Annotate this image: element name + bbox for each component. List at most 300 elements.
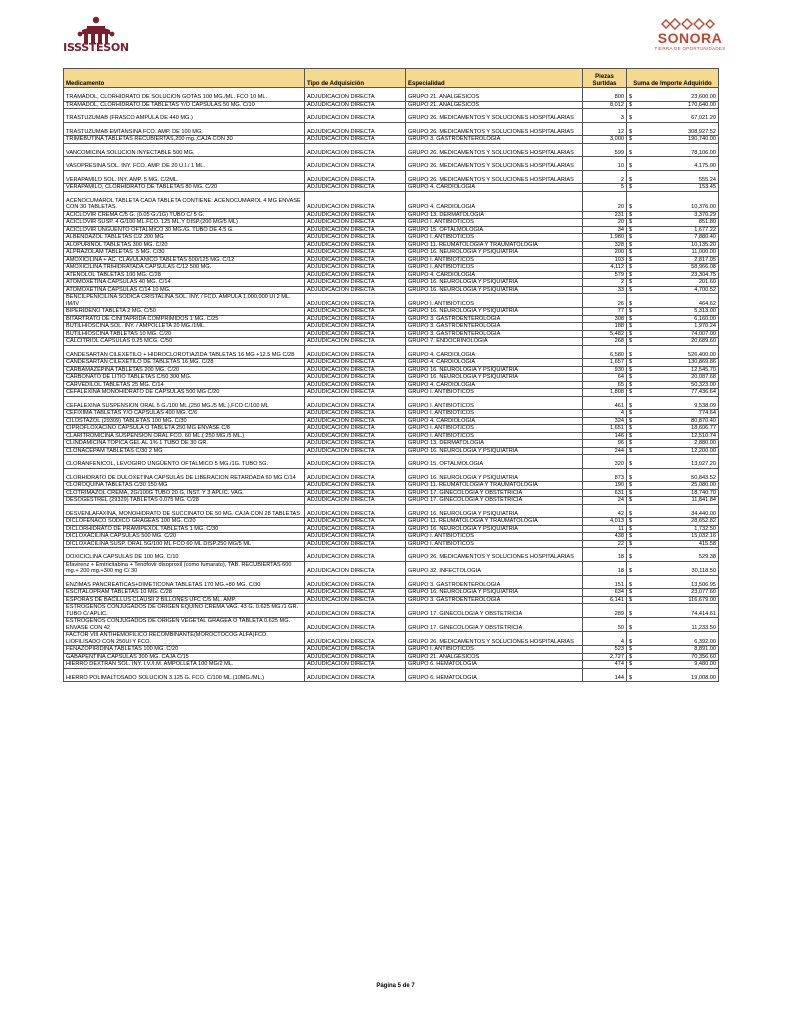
currency-symbol: $ <box>629 115 633 121</box>
tipo-adquisicion-cell: ADJUDICACION DIRECTA <box>305 518 406 526</box>
importe-cell <box>627 504 719 518</box>
currency-symbol: $ <box>629 94 633 100</box>
table-row <box>64 661 719 669</box>
importe-value: 80,870.40 <box>691 417 716 424</box>
importe-value: 12,200.00 <box>691 447 716 454</box>
column-header-suma-importe: Suma de Importe Adquirido <box>627 69 719 88</box>
importe-cell <box>627 308 719 316</box>
table-row <box>64 447 719 455</box>
especialidad-cell: GRUPO 21. ANALGÉSICOS <box>406 101 583 109</box>
table-row <box>64 366 719 374</box>
table-row <box>64 468 719 482</box>
especialidad-cell: GRUPO 26. MEDICAMENTOS Y SOLUCIONES HOSPITALARIAS <box>406 157 583 171</box>
tipo-adquisicion-cell: ADJUDICACION DIRECTA <box>305 264 406 272</box>
table-row <box>64 157 719 171</box>
piezas-cell: 6,580 <box>583 345 627 359</box>
importe-cell <box>627 589 719 597</box>
currency-symbol: $ <box>629 489 633 496</box>
importe-value: 1,732.50 <box>694 525 716 532</box>
tipo-adquisicion-cell: ADJUDICACION DIRECTA <box>305 184 406 192</box>
piezas-cell: 2 <box>583 170 627 184</box>
medicamento-cell: ACICLOVIR SUSP. 4 G/100 ML.FCO. 125 ML.Y DISP.(200 MG/5 ML) <box>64 219 305 227</box>
table-row <box>64 540 719 548</box>
medicamento-cell: CILOSTAZOL (29309) TABLETAS 100 MG. C/30 <box>64 417 305 425</box>
medicamento-cell: CEFIXIMA TABLETAS Y/O CAPSULAS 400 MG. C/6 <box>64 410 305 418</box>
currency-symbol: $ <box>629 351 633 358</box>
tipo-adquisicion-cell: ADJUDICACION DIRECTA <box>305 294 406 308</box>
table-row <box>64 432 719 440</box>
currency-symbol: $ <box>629 674 633 681</box>
importe-cell <box>627 381 719 389</box>
currency-symbol: $ <box>629 264 633 270</box>
medicamento-cell: ACICLOVIR CREMA C/5 G. (0.05 G./1G) TUBO C/ 5 G. <box>64 211 305 219</box>
piezas-cell: 438 <box>583 533 627 541</box>
medicamento-cell: DICLOXACILINA SUSP. ORAL 5G/100 ML FCO 60 ML DISP.250 MG/5 ML <box>64 540 305 548</box>
especialidad-cell: GRUPO 26. MEDICAMENTOS Y SOLUCIONES HOSPITALARIAS <box>406 143 583 157</box>
currency-symbol: $ <box>629 447 633 454</box>
table-row <box>64 425 719 433</box>
importe-cell <box>627 632 719 646</box>
especialidad-cell: GRUPO I. ANTIBIOTICOS <box>406 389 583 397</box>
especialidad-cell: GRUPO 15. OFTALMOLOGIA <box>406 226 583 234</box>
importe-value: 13,027.20 <box>691 461 716 467</box>
tipo-adquisicion-cell: ADJUDICACION DIRECTA <box>305 440 406 448</box>
especialidad-cell: GRUPO 16. NEUROLOGIA Y PSIQUIATRIA <box>406 525 583 533</box>
especialidad-cell: GRUPO I. ANTIBIOTICOS <box>406 646 583 654</box>
medicamento-cell: CARVEDILOL TABLETAS 25 MG. C/14 <box>64 381 305 389</box>
table-row <box>64 286 719 294</box>
currency-symbol: $ <box>629 638 633 645</box>
piezas-cell: 3,000 <box>583 136 627 144</box>
importe-cell <box>627 241 719 249</box>
importe-value: 774.64 <box>698 410 716 416</box>
importe-value: 34,440.00 <box>691 510 716 517</box>
importe-cell <box>627 540 719 548</box>
piezas-cell: 231 <box>583 211 627 219</box>
currency-symbol: $ <box>629 176 633 183</box>
tipo-adquisicion-cell: ADJUDICACION DIRECTA <box>305 653 406 661</box>
importe-value: 170,640.00 <box>688 101 716 108</box>
importe-value: 78,106.00 <box>691 149 716 156</box>
importe-value: 8,891.00 <box>694 646 716 652</box>
importe-cell <box>627 170 719 184</box>
importe-value: 11,000.00 <box>691 249 716 255</box>
table-row <box>64 191 719 211</box>
especialidad-cell: GRUPO 32. INFECTOLOGIA <box>406 561 583 575</box>
currency-symbol: $ <box>629 381 633 388</box>
medicamento-cell: DOXICICLINA CAPSULAS DE 100 MG. C/10 <box>64 548 305 562</box>
currency-symbol: $ <box>629 219 633 225</box>
tipo-adquisicion-cell: ADJUDICACION DIRECTA <box>305 241 406 249</box>
piezas-cell: 4 <box>583 632 627 646</box>
currency-symbol: $ <box>629 474 633 481</box>
currency-symbol: $ <box>629 410 633 416</box>
table-row <box>64 518 719 526</box>
importe-value: 70,356.60 <box>691 653 716 660</box>
importe-value: 23,077.60 <box>691 589 716 595</box>
table-row <box>64 241 719 249</box>
table-row <box>64 374 719 382</box>
importe-value: 77,436.64 <box>691 389 716 395</box>
table-row <box>64 234 719 242</box>
currency-symbol: $ <box>629 136 633 142</box>
tipo-adquisicion-cell: ADJUDICACION DIRECTA <box>305 234 406 242</box>
especialidad-cell: GRUPO 16. NEUROLOGIA Y PSIQUIATRIA <box>406 504 583 518</box>
piezas-cell: 103 <box>583 256 627 264</box>
piezas-cell: 579 <box>583 271 627 279</box>
table-row <box>64 489 719 497</box>
piezas-cell: 320 <box>583 455 627 469</box>
especialidad-cell: GRUPO 4. CARDIOLOGIA <box>406 345 583 359</box>
tipo-adquisicion-cell: ADJUDICACION DIRECTA <box>305 249 406 257</box>
importe-cell <box>627 575 719 589</box>
importe-value: 18,606.77 <box>691 425 716 431</box>
especialidad-cell: GRUPO 26. MEDICAMENTOS Y SOLUCIONES HOSPITALARIAS <box>406 170 583 184</box>
medicamento-cell: GABAPENTINA CAPSULAS 300 MG. CAJA C/15 <box>64 653 305 661</box>
medicamento-cell: Efavirenz + Emtricitabina + Tenofovir disoproxil (como fumarato), TAB. RECUBIERTAS 600 mg.+ 200 mg.+300 mg C/ 30 <box>64 561 305 575</box>
especialidad-cell: GRUPO 17. GINECOLOGIA Y OBSTETRICIA <box>406 604 583 618</box>
importe-cell <box>627 468 719 482</box>
medicamento-cell: BUTILHIOSCINA TABLETAS 10 MG. C/20 <box>64 330 305 338</box>
importe-value: 50,843.52 <box>691 474 716 481</box>
importe-cell <box>627 264 719 272</box>
currency-symbol: $ <box>629 241 633 248</box>
importe-value: 10,376.00 <box>691 204 716 210</box>
piezas-cell: 200 <box>583 249 627 257</box>
medicamento-cell: BUTILHIOSCINA SOL. INY. / AMPOLLETA 20 MG./1ML. <box>64 323 305 331</box>
medicamento-cell: CALCITRIOL CAPSULAS 0.25 MCG. C/50 <box>64 338 305 346</box>
table-row <box>64 482 719 490</box>
medicamento-cell: DESVENLAFAXINA, MONOHIDRATO DE SUCCINATO DE 50 MG. CAJA CON 28 TABLETAS <box>64 504 305 518</box>
tipo-adquisicion-cell: ADJUDICACION DIRECTA <box>305 618 406 632</box>
table-row <box>64 504 719 518</box>
piezas-cell: 77 <box>583 308 627 316</box>
table-row <box>64 323 719 331</box>
table-row <box>64 381 719 389</box>
especialidad-cell: GRUPO I. ANTIBIOTICOS <box>406 234 583 242</box>
tipo-adquisicion-cell: ADJUDICACION DIRECTA <box>305 389 406 397</box>
importe-value: 116,679.00 <box>688 596 716 603</box>
currency-symbol: $ <box>629 256 633 263</box>
importe-value: 3,370.29 <box>694 211 716 218</box>
piezas-cell: 289 <box>583 604 627 618</box>
piezas-cell: 244 <box>583 447 627 455</box>
table-row <box>64 226 719 234</box>
medicamento-cell: ESCITALOPRAM TABLETAS 10 MG. C/28 <box>64 589 305 597</box>
currency-symbol: $ <box>629 338 633 344</box>
especialidad-cell: GRUPO 16. NEUROLOGIA Y PSIQUIATRIA <box>406 286 583 294</box>
especialidad-cell: GRUPO I. ANTIBIOTICOS <box>406 410 583 418</box>
tipo-adquisicion-cell: ADJUDICACION DIRECTA <box>305 136 406 144</box>
medicamento-cell: ENZIMAS PANCREATICAS+DIMETICONA TABLETAS 170 MG.+80 MG. C/30 <box>64 575 305 589</box>
currency-symbol: $ <box>629 581 633 588</box>
importe-value: 6,160.00 <box>694 315 716 322</box>
tipo-adquisicion-cell: ADJUDICACION DIRECTA <box>305 482 406 490</box>
table-row <box>64 170 719 184</box>
piezas-cell: 26 <box>583 294 627 308</box>
column-header-tipo-adquisicion: Tipo de Adquisición <box>305 69 406 88</box>
table-row <box>64 249 719 257</box>
currency-symbol: $ <box>629 374 633 380</box>
importe-value: 67,021.20 <box>691 115 716 121</box>
especialidad-cell: GRUPO 4. CARDIOLOGIA <box>406 184 583 192</box>
especialidad-cell: GRUPO 4. CARDIOLOGIA <box>406 359 583 367</box>
currency-symbol: $ <box>629 518 633 524</box>
importe-cell <box>627 497 719 505</box>
table-row <box>64 122 719 136</box>
table-row <box>64 184 719 192</box>
medicamento-cell: ATOMOXETINA CAPSULAS 40 MG. C/14 <box>64 279 305 287</box>
table-row <box>64 136 719 144</box>
medicamento-cell: FENAZOPIRIDINA TABLETAS 100 MG. C/20 <box>64 646 305 654</box>
importe-value: 529.38 <box>698 554 716 560</box>
currency-symbol: $ <box>629 482 633 488</box>
importe-value: 50,323.00 <box>691 381 716 388</box>
currency-symbol: $ <box>629 610 633 617</box>
tipo-adquisicion-cell: ADJUDICACION DIRECTA <box>305 589 406 597</box>
piezas-cell: 34 <box>583 226 627 234</box>
table-row <box>64 294 719 308</box>
importe-value: 415.58 <box>698 540 716 547</box>
tipo-adquisicion-cell: ADJUDICACION DIRECTA <box>305 489 406 497</box>
tipo-adquisicion-cell: ADJUDICACION DIRECTA <box>305 157 406 171</box>
importe-cell <box>627 294 719 308</box>
importe-value: 58,966.08 <box>691 264 716 270</box>
tipo-adquisicion-cell: ADJUDICACION DIRECTA <box>305 286 406 294</box>
importe-value: 12,510.74 <box>691 432 716 439</box>
piezas-cell: 6,141 <box>583 596 627 604</box>
importe-cell <box>627 191 719 211</box>
tipo-adquisicion-cell: ADJUDICACION DIRECTA <box>305 338 406 346</box>
tipo-adquisicion-cell: ADJUDICACION DIRECTA <box>305 323 406 331</box>
importe-cell <box>627 596 719 604</box>
especialidad-cell: GRUPO 15. OFTALMOLOGIA <box>406 455 583 469</box>
table-row <box>64 497 719 505</box>
medicamento-cell: CANDESARTAN CILEXETILO + HIDROCLOROTIAZIDA TABLETAS 16 MG +12.5 MG C/28 <box>64 345 305 359</box>
tipo-adquisicion-cell: ADJUDICACION DIRECTA <box>305 410 406 418</box>
medicamento-cell: ESPORAS DE BACILLUS CLAUSII 2 BILLONES UFC C/5 ML. AMP. <box>64 596 305 604</box>
importe-cell <box>627 359 719 367</box>
importe-cell <box>627 618 719 632</box>
tipo-adquisicion-cell: ADJUDICACION DIRECTA <box>305 143 406 157</box>
importe-cell <box>627 157 719 171</box>
table-header-row <box>64 69 719 88</box>
sonora-logo-text: SONORA <box>657 30 723 46</box>
importe-cell <box>627 432 719 440</box>
especialidad-cell: GRUPO 11. REUMATOLOGIA Y TRAUMATOLOGIA <box>406 482 583 490</box>
currency-symbol: $ <box>629 568 633 574</box>
table-row <box>64 256 719 264</box>
table-row <box>64 410 719 418</box>
table-row <box>64 575 719 589</box>
table-row <box>64 646 719 654</box>
importe-value: 15,032.16 <box>691 533 716 539</box>
piezas-cell: 33 <box>583 286 627 294</box>
tipo-adquisicion-cell: ADJUDICACION DIRECTA <box>305 504 406 518</box>
tipo-adquisicion-cell: ADJUDICACION DIRECTA <box>305 661 406 669</box>
medicamento-cell: CANDESARTAN CILEXETILO DE TABLETAS 16 MG. C/28 <box>64 359 305 367</box>
importe-value: 74,414.61 <box>691 610 716 617</box>
tipo-adquisicion-cell: ADJUDICACION DIRECTA <box>305 575 406 589</box>
table-row <box>64 533 719 541</box>
table-row <box>64 315 719 323</box>
table-row <box>64 589 719 597</box>
especialidad-cell: GRUPO 3. GASTROENTEROLOGIA <box>406 136 583 144</box>
importe-cell <box>627 425 719 433</box>
especialidad-cell: GRUPO 17. GINECOLOGIA Y OBSTETRICIA <box>406 497 583 505</box>
table-row <box>64 109 719 123</box>
medicamento-cell: CLINDAMICINA TOPICA GEL AL 1% 1 TUBO DE 30 GR. <box>64 440 305 448</box>
especialidad-cell: GRUPO I. ANTIBIOTICOS <box>406 540 583 548</box>
currency-symbol: $ <box>629 128 633 135</box>
tipo-adquisicion-cell: ADJUDICACION DIRECTA <box>305 315 406 323</box>
table-row <box>64 618 719 632</box>
table-row <box>64 417 719 425</box>
table-row <box>64 548 719 562</box>
table-row <box>64 211 719 219</box>
importe-cell <box>627 226 719 234</box>
tipo-adquisicion-cell: ADJUDICACION DIRECTA <box>305 396 406 410</box>
especialidad-cell: GRUPO I. ANTIBIOTICOS <box>406 533 583 541</box>
tipo-adquisicion-cell: ADJUDICACION DIRECTA <box>305 417 406 425</box>
currency-symbol: $ <box>629 286 633 293</box>
especialidad-cell: GRUPO 26. MEDICAMENTOS Y SOLUCIONES HOSPITALARIAS <box>406 122 583 136</box>
piezas-cell: 18 <box>583 561 627 575</box>
tipo-adquisicion-cell: ADJUDICACION DIRECTA <box>305 256 406 264</box>
tipo-adquisicion-cell: ADJUDICACION DIRECTA <box>305 596 406 604</box>
piezas-cell: 188 <box>583 323 627 331</box>
currency-symbol: $ <box>629 653 633 660</box>
table-row <box>64 88 719 102</box>
currency-symbol: $ <box>629 417 633 424</box>
especialidad-cell: GRUPO 4. CARDIOLOGIA <box>406 381 583 389</box>
piezas-cell: 800 <box>583 88 627 102</box>
importe-cell <box>627 489 719 497</box>
especialidad-cell: GRUPO 11. REUMATOLOGIA Y TRAUMATOLOGIA <box>406 518 583 526</box>
medicamento-cell: CLORANFENICOL, LEVOGIRO UNGÜENTO OFTALMICO 5 MG./1G. TUBO 5G. <box>64 455 305 469</box>
especialidad-cell: GRUPO 11. REUMATOLOGIA Y TRAUMATOLOGIA <box>406 241 583 249</box>
piezas-cell: 474 <box>583 661 627 669</box>
importe-value: 11,841.84 <box>691 497 716 503</box>
piezas-cell: 11 <box>583 525 627 533</box>
currency-symbol: $ <box>629 402 633 409</box>
importe-value: 130,869.86 <box>688 359 716 365</box>
medicamento-cell: DICLORHIDRATO DE PRAMIPEXOL TABLETAS 1 MG. C/30 <box>64 525 305 533</box>
especialidad-cell: GRUPO 4. CARDIOLOGIA <box>406 191 583 211</box>
tipo-adquisicion-cell: ADJUDICACION DIRECTA <box>305 191 406 211</box>
importe-cell <box>627 561 719 575</box>
column-header-piezas-surtidas: Piezas Surtidas <box>583 69 627 88</box>
tipo-adquisicion-cell: ADJUDICACION DIRECTA <box>305 88 406 102</box>
table-row <box>64 143 719 157</box>
importe-cell <box>627 533 719 541</box>
piezas-cell: 96 <box>583 440 627 448</box>
importe-value: 23,304.75 <box>691 271 716 278</box>
especialidad-cell: GRUPO 16. NEUROLOGIA Y PSIQUIATRIA <box>406 468 583 482</box>
table-row <box>64 308 719 316</box>
importe-cell <box>627 271 719 279</box>
especialidad-cell: GRUPO 4. CARDIOLOGIA <box>406 271 583 279</box>
especialidad-cell: GRUPO I. ANTIBIOTICOS <box>406 432 583 440</box>
piezas-cell: 190 <box>583 482 627 490</box>
currency-symbol: $ <box>629 226 633 233</box>
importe-value: 30,118.50 <box>691 568 716 574</box>
especialidad-cell: GRUPO I. ANTIBIOTICOS <box>406 294 583 308</box>
piezas-cell: 42 <box>583 504 627 518</box>
especialidad-cell: GRUPO I. ANTIBIOTICOS <box>406 396 583 410</box>
medicamento-cell: VANCOMICINA SOLUCION INYECTABLE 500 MG. <box>64 143 305 157</box>
importe-cell <box>627 338 719 346</box>
medicamento-cell: ATENOLOL TABLETAS 100 MG. C/28 <box>64 271 305 279</box>
especialidad-cell: GRUPO I. ANTIBIOTICOS <box>406 256 583 264</box>
medications-table <box>63 68 719 682</box>
medicamento-cell: BENCILPENICILINA SODICA CRISTALINA SOL. INY. / FCO. AMPULA 1,000,000 UI 2 ML. IM/IV <box>64 294 305 308</box>
importe-cell <box>627 389 719 397</box>
importe-value: 12,545.70 <box>691 366 716 373</box>
importe-cell <box>627 482 719 490</box>
tipo-adquisicion-cell: ADJUDICACION DIRECTA <box>305 561 406 575</box>
tipo-adquisicion-cell: ADJUDICACION DIRECTA <box>305 646 406 654</box>
tipo-adquisicion-cell: ADJUDICACION DIRECTA <box>305 226 406 234</box>
medicamento-cell: ESTROGENOS CONJUGADOS DE ORIGEN VEGETAL GRAGEA O TABLETA 0.625 MG. ENVASE CON 42 <box>64 618 305 632</box>
sonora-logo-subtext: TIERRA DE OPORTUNIDADES <box>654 46 726 51</box>
importe-value: 4,175.00 <box>694 163 716 169</box>
importe-value: 9,480.00 <box>694 661 716 667</box>
table-row <box>64 632 719 646</box>
importe-cell <box>627 249 719 257</box>
importe-cell <box>627 256 719 264</box>
currency-symbol: $ <box>629 554 633 560</box>
tipo-adquisicion-cell: ADJUDICACION DIRECTA <box>305 604 406 618</box>
medicamento-cell: TRIMEBUTINA TABLETAS RECUBIERTAS,200 mg.,CAJA CON 30 <box>64 136 305 144</box>
piezas-cell: 65 <box>583 381 627 389</box>
importe-cell <box>627 518 719 526</box>
currency-symbol: $ <box>629 525 633 532</box>
importe-cell <box>627 410 719 418</box>
importe-cell <box>627 366 719 374</box>
medicamento-cell: CEFALEXINA SUSPENSION ORAL 5 G./100 ML.(250 MG./5 ML.),FCO C/100 ML <box>64 396 305 410</box>
medicamento-cell: ESTROGENOS CONJUGADOS DE ORIGEN EQUINO CREMA VAG. 43 G. 0.625 MG./1 GR. TUBO C/ APLIC. <box>64 604 305 618</box>
table-row <box>64 604 719 618</box>
piezas-cell: 268 <box>583 338 627 346</box>
importe-cell <box>627 101 719 109</box>
especialidad-cell: GRUPO 21. ANALGÉSICOS <box>406 653 583 661</box>
importe-cell <box>627 396 719 410</box>
medicamento-cell: CLARITROMICINA SUSPENSION ORAL FCO. 60 ML.( 250 MG./5 ML.) <box>64 432 305 440</box>
medicamento-cell: HIERRO POLIMALTOSADO SOLUCION 3.125 G. FCO. C/100 ML.(10MG./ML.) <box>64 668 305 682</box>
currency-symbol: $ <box>629 432 633 439</box>
piezas-cell: 308 <box>583 315 627 323</box>
importe-cell <box>627 323 719 331</box>
currency-symbol: $ <box>629 300 633 307</box>
currency-symbol: $ <box>629 366 633 373</box>
currency-symbol: $ <box>629 163 633 169</box>
especialidad-cell: GRUPO I. ANTIBIOTICOS <box>406 219 583 227</box>
importe-cell <box>627 136 719 144</box>
currency-symbol: $ <box>629 149 633 156</box>
piezas-cell: 5,482 <box>583 330 627 338</box>
table-body <box>64 88 719 682</box>
currency-symbol: $ <box>629 101 633 108</box>
table-row <box>64 359 719 367</box>
importe-value: 153.45 <box>698 184 716 190</box>
issteson-logo-text: ISSSTESON <box>63 41 129 54</box>
piezas-cell: 50 <box>583 618 627 632</box>
medicamento-cell: VASOPRESINA SOL. INY. FCO. AMP. DE 20 U.I./ 1 ML. <box>64 157 305 171</box>
medicamento-cell: CLONACEPAM TABLETAS C/30 2 MG <box>64 447 305 455</box>
especialidad-cell: GRUPO 13. DERMATOLOGIA <box>406 211 583 219</box>
especialidad-cell: GRUPO I. ANTIBIOTICOS <box>406 425 583 433</box>
